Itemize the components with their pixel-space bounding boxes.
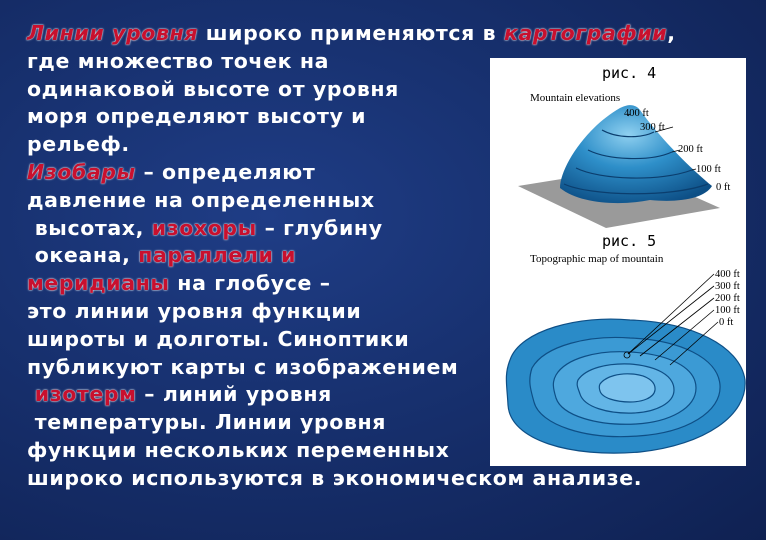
figure-4-mountain-elevations xyxy=(490,58,746,230)
figure-4-label: рис. 4 xyxy=(602,64,657,82)
text-fragment: широко применяются в xyxy=(198,21,504,45)
fig5-tick-0: 0 ft xyxy=(719,317,734,328)
term-isobars: Изобары xyxy=(27,159,136,184)
term-isotherms: изотерм xyxy=(34,382,137,407)
text-fragment: – линий уровня температуры. Линии уровня функции нескольких переменных широко используются в экономическом анализе. xyxy=(27,382,643,490)
contour-400ft xyxy=(599,374,655,402)
figure-5-title: Topographic map of mountain xyxy=(530,253,664,265)
fig4-tick-100: 100 ft xyxy=(696,164,721,175)
figure-5-label: рис. 5 xyxy=(602,232,657,250)
term-parallels-meridians: параллели и меридианы xyxy=(27,243,297,296)
fig4-tick-400: 400 ft xyxy=(624,108,649,119)
fig4-tick-200: 200 ft xyxy=(678,144,703,155)
fig4-tick-300: 300 ft xyxy=(640,122,665,133)
text-fragment: на глобусе – это линии уровня функции ширoты и долготы. Синоптики публикуют карты с изображением xyxy=(27,271,459,379)
text-fragment: , где множество точек на одинаковой высоте от уровня моря определяют высоту и рельеф. xyxy=(27,21,676,157)
text-fragment: – глубину океана, xyxy=(34,215,383,268)
fig5-tick-200: 200 ft xyxy=(715,293,740,304)
fig5-tick-300: 300 ft xyxy=(715,281,740,292)
term-level-lines: Линии уровня xyxy=(27,21,199,45)
fig5-tick-400: 400 ft xyxy=(715,269,740,280)
term-cartography: картографии xyxy=(503,21,668,45)
topographic-map-illustration xyxy=(490,230,746,466)
mountain-3d-illustration xyxy=(490,58,746,230)
fig4-tick-0: 0 ft xyxy=(716,182,731,193)
fig5-tick-100: 100 ft xyxy=(715,305,740,316)
figure-5-topographic-map xyxy=(490,230,746,466)
term-isochores: изохоры xyxy=(151,215,257,240)
figure-4-title: Mountain elevations xyxy=(530,92,621,104)
text-fragment: – определяют давление на определенных высотах, xyxy=(27,159,375,240)
